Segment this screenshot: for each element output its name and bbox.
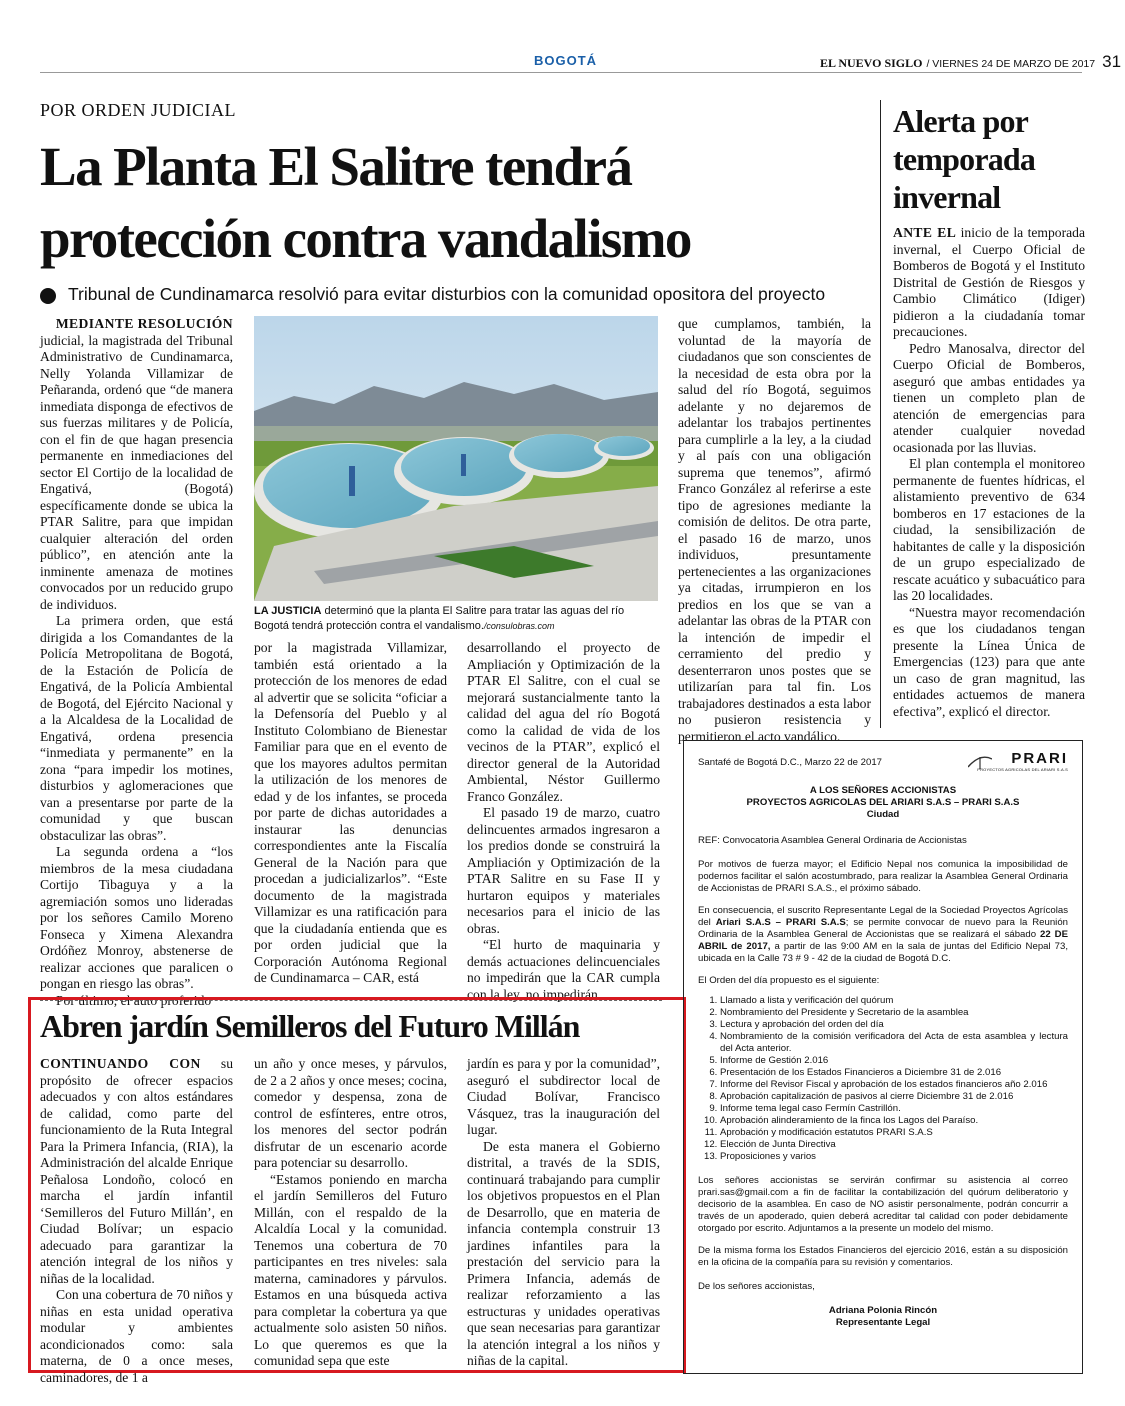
shareholder-notice <box>683 740 1083 1374</box>
text-run: a partir de las 9:00 AM en la sala de juntas del Edificio Nepal 73, ubicada en la Calle 73 # 9 - 42 de la ciudad de Bogotá D.C. <box>698 941 1069 964</box>
paragraph: su propósito de ofrecer espacios adecuados y con altos estándares de calidad, como parte del funcionamiento de la Ruta Integral Para la Primera Infancia, (RIA), la Administración del alcalde Enrique Peñalosa Londoño, colocó en marcha el jardín infantil ‘Semilleros del Futuro Millán’, en Ciudad Bolívar; un espacio adecuado para garantizar la atención integral de los niños y niñas de la localidad. <box>40 1056 233 1286</box>
issue-date: / VIERNES 24 DE MARZO DE 2017 <box>926 58 1096 70</box>
agenda-item: 1. Llamado a lista y verificación del quórum <box>720 995 1068 1007</box>
notice-ref: REF: Convocatoria Asamblea General Ordinaria de Accionistas <box>698 835 967 846</box>
text-run: En consecuencia, el suscrito Representante Legal de la Sociedad Proyectos Agrícolas del <box>698 905 1068 928</box>
lead-in: MEDIANTE RESOLUCIÓN <box>55 316 233 331</box>
agenda-item: 5. Informe de Gestión 2.016 <box>720 1055 1068 1067</box>
sidebar-title-line: temporada <box>893 141 1036 177</box>
main-column-1 <box>40 316 233 1009</box>
second-column-1 <box>40 1056 233 1386</box>
masthead <box>820 52 1121 72</box>
main-column-3 <box>467 640 660 1003</box>
header-rule <box>40 72 1082 73</box>
notice-closing: De los señores accionistas, <box>698 1281 815 1292</box>
lead-in: ANTE EL <box>893 225 957 240</box>
paragraph: “El hurto de maquinaria y demás actuaciones delincuenciales no impedirán que la CAR cumpla con la ley, no impedirán <box>467 937 660 1002</box>
plant-photo-illustration <box>254 316 658 601</box>
section-label: BOGOTÁ <box>534 53 598 68</box>
paragraph: Con una cobertura de 70 niños y niñas en esta unidad operativa modular y ambientes acondicionados como: sala materna, de 0 a once meses, caminadores, de 1 a <box>40 1287 233 1385</box>
logo-subtext: PROYECTOS AGRICOLAS DEL ARIARI S.A.S <box>977 767 1068 772</box>
notice-paragraph: Por motivos de fuerza mayor; el Edificio Nepal nos comunica la imposibilidad de podernos facilitar el salón acostumbrado, para realizar la Asamblea General Ordinaria de Accionistas de PRARI S.A.S., el próximo sábado. <box>698 859 1068 894</box>
paragraph: jardín es para y por la comunidad”, aseguró el subdirector local de Ciudad Bolívar, Francisco Vásquez, tras la inauguración del lugar. <box>467 1056 660 1137</box>
headline-line-1: La Planta El Salitre tendrá <box>40 136 632 197</box>
prari-logo <box>968 750 1068 772</box>
notice-addressee <box>698 785 1068 821</box>
paper-name: EL NUEVO SIGLO <box>820 56 923 70</box>
lead-in: CONTINUANDO CON <box>40 1056 201 1071</box>
sidebar-body <box>893 225 1085 720</box>
paragraph: que cumplamos, también, la voluntad de la mayoría de ciudadanos que son conscientes de la necesidad de esta obra por la salud del río Bogotá, seguimos adelante y no dejaremos de adelantar los trabajos pertinentes para cumplirle a la ley, a la ciudad y al país con una obligación suprema que tenemos”, afirmó Franco González al referirse a este tipo de agresiones mediante la comisión de delitos. De otra parte, el pasado 16 de marzo, unos individuos, presuntamente pertenecientes a las organizaciones ya citadas, irrumpieron en los predios en los que se van a adelantar las obras de la PTAR con la intención de impedir el cerramiento del predio y desenterraron unos postes que se utilizarían para tal fin. Los trabajadores destinados a esta labor no pusieron resistencia y permitieron el acto vandálico. <box>678 316 871 744</box>
logo-icon <box>968 753 992 769</box>
main-column-4 <box>678 316 871 745</box>
logo-text: PRARI <box>1011 750 1068 767</box>
agenda-item: 4. Nombramiento de la comisión verificadora del Acta de esta asamblea y lectura del Acta anterior. <box>720 1031 1068 1055</box>
text-run: Ariari S.A.S – PRARI S.A.S <box>715 917 846 928</box>
paragraph: inicio de la temporada invernal, el Cuerpo Oficial de Bomberos de Bogotá y el Instituto Distrital de Gestión de Riesgos y Cambio Climático (Idiger) pidieron a la ciudadanía tomar precauciones. <box>893 225 1085 339</box>
signer-name: Adriana Polonia Rincón <box>828 1305 938 1316</box>
paragraph: un año y once meses, y párvulos, de 2 a 2 años y once meses; cocina, comedor y despensa, zona de control de esfínteres, entre otros, los menores del sector podrán disfrutar de un escenario acorde para potenciar su desarrollo. <box>254 1056 447 1170</box>
subtitle-bullet-icon <box>40 288 56 304</box>
paragraph: La primera orden, que está dirigida a los Comandantes de la Policía Metropolitana de Bogotá, de la Estación de Policía de Engativá, de la Policía Ambiental de Bogotá, del Ejército Nacional y a la Alcaldesa de la Localidad de Engativá, ordena presencia “inmediata y permanente” en la zona “para impedir los motines, disturbios y aglomeraciones que van a presentarse por parte de la comunidad y que buscan obstaculizar las obras”. <box>40 613 233 843</box>
notice-paragraph <box>698 905 1068 965</box>
addressee-line: PROYECTOS AGRICOLAS DEL ARIARI S.A.S – PRARI S.A.S <box>746 797 1020 808</box>
agenda-item: 8. Aprobación capitalización de pasivos al cierre Diciembre 31 de 2.016 <box>720 1091 1068 1103</box>
notice-date: Santafé de Bogotá D.C., Marzo 22 de 2017 <box>698 757 883 768</box>
agenda-item: 7. Informe del Revisor Fiscal y aprobación de los estados financieros año 2.016 <box>720 1079 1068 1091</box>
photo-credit: /consulobras.com <box>483 621 555 631</box>
photo-water-treatment-plant <box>254 316 658 601</box>
text-run: ; se permite convocar de nuevo para la Reunión Ordinaria de la Asamblea General de Accionistas que se realizará el sábado <box>698 917 1068 940</box>
main-column-2 <box>254 640 447 987</box>
agenda-intro: El Orden del día propuesto es el siguiente: <box>698 975 880 986</box>
paragraph: El pasado 19 de marzo, cuatro delincuentes armados ingresaron a los predios donde se construirá la Ampliación y Optimización de la PTAR Salitre en su Fase II y hurtaron equipos y materiales necesarios para el inicio de las obras. <box>467 805 660 936</box>
page-number: 31 <box>1102 52 1122 71</box>
headline-line-2: protección contra vandalismo <box>40 208 691 269</box>
caption-text: determinó que la planta El Salitre para tratar las aguas del río Bogotá tendrá protección contra el vandalismo. <box>254 605 625 632</box>
agenda-list <box>698 995 1068 1163</box>
notice-paragraph: De la misma forma los Estados Financieros del ejercicio 2016, están a su disposición en la oficina de la compañía para su revisión y comentarios. <box>698 1245 1068 1268</box>
sidebar-title-line: invernal <box>893 179 1001 215</box>
paragraph: La segunda ordena a “los miembros de la mesa ciudadana Cortijo Tibaguya y a la agremiación somos uno lideradas por los señores Camilo Moreno Fonseca y Ximena Alexandra Ordóñez Monroy, abstenerse de realizar acciones que paralicen o pongan en riesgo las obras”. <box>40 844 233 991</box>
agenda-item: 12. Elección de Junta Directiva <box>720 1139 1068 1151</box>
agenda-item: 9. Informe tema legal caso Fermín Castrillón. <box>720 1103 1068 1115</box>
second-column-3 <box>467 1056 660 1370</box>
sidebar-title-line: Alerta por <box>893 103 1029 139</box>
agenda-item: 13. Proposiciones y varios <box>720 1151 1068 1163</box>
kicker: POR ORDEN JUDICIAL <box>40 100 237 120</box>
notice-signature <box>698 1305 1068 1329</box>
agenda-item: 6. Presentación de los Estados Financieros a Diciembre 31 de 2.016 <box>720 1067 1068 1079</box>
second-headline: Abren jardín Semilleros del Futuro Millán <box>40 1008 580 1044</box>
sidebar-title <box>893 102 1083 216</box>
signer-role: Representante Legal <box>835 1317 931 1328</box>
caption-lead: LA JUSTICIA <box>254 605 322 617</box>
paragraph: Pedro Manosalva, director del Cuerpo Oficial de Bomberos, aseguró que ambas entidades ya tienen un completo plan de atención de emergencias para atender cualquier novedad ocasionada por las lluvias. <box>893 340 1085 455</box>
paragraph: “Estamos poniendo en marcha el jardín Semilleros del Futuro Millán, con el respaldo de la Alcaldía Local y la comunidad. Tenemos una cobertura de 70 participantes en tres niveles: sala materna, caminadores y párvulos. Estamos en una búsqueda activa para completar la cobertura ya que actualmente solo asisten 50 niños. Lo que queremos es que la comunidad sepa que este <box>254 1171 447 1368</box>
subtitle: Tribunal de Cundinamarca resolvió para evitar disturbios con la comunidad opositora del proyecto <box>68 284 826 304</box>
addressee-line: A LOS SEÑORES ACCIONISTAS <box>809 785 957 796</box>
paragraph: “Nuestra mayor recomendación es que los ciudadanos tengan presente la Línea Única de Emergencias (123) para que ante un caso de gran magnitud, las entidades actuemos de manera efectiva”, explicó el director. <box>893 604 1085 719</box>
paragraph: De esta manera el Gobierno distrital, a través de la SDIS, continuará trabajando para cumplir los objetivos propuestos en el Plan de Desarrollo, que en materia de infancia contempla construir 13 jardines infantiles para la prestación del servicio para la Primera Infancia, además de realizar reforzamiento a las estructuras y unidades operativas que sean necesarias para garantizar la atención integral a los niños y niñas de la capital. <box>467 1138 660 1368</box>
photo-caption <box>254 604 658 634</box>
agenda-item: 10. Aprobación alinderamiento de la finca los Lagos del Paraíso. <box>720 1115 1068 1127</box>
paragraph: judicial, la magistrada del Tribunal Administrativo de Cundinamarca, Nelly Yolanda Villamizar de Peñaranda, ordenó que “de manera inmediata disponga de efectivos de sus fuerzas militares y de Policía, con el fin de que hagan presencia permanente en inmediaciones del sector El Cortijo de la localidad de Engativá, (Bogotá) específicamente donde se ubica la PTAR Salitre, para que impidan cualquier alteración del orden público”, en atención ante la inminente amenaza de motines convocados por un reducido grupo de individuos. <box>40 332 233 612</box>
story-top-rule <box>40 1000 662 1002</box>
agenda-item: 2. Nombramiento del Presidente y Secretario de la asamblea <box>720 1007 1068 1019</box>
text-run: 22 DE ABRIL de 2017, <box>698 929 1068 952</box>
addressee-line: Ciudad <box>866 809 900 820</box>
agenda-item: 11. Aprobación y modificación estatutos PRARI S.A.S <box>720 1127 1068 1139</box>
second-column-2 <box>254 1056 447 1370</box>
paragraph: por la magistrada Villamizar, también está orientado a la protección de los menores de edad al advertir que se solicita “oficiar a la Defensoría del Pueblo y al Instituto Colombiano de Bienestar Familiar para que en el evento de que los mayores adultos permitan la utilización de los menores de edad y de los infantes, se proceda por parte de dichas autoridades a instaurar las denuncias correspondientes ante la Fiscalía General de la Nación para que procedan a judicializarlos”. “Este documento de la magistrada Villamizar es una ratificación para que la ciudadanía entienda que es por orden judicial que la Corporación Autónoma Regional de Cundinamarca – CAR, está <box>254 640 447 985</box>
paragraph: El plan contempla el monitoreo permanente de fuentes hídricas, el alistamiento preventivo de 634 bomberos en 17 estaciones de la ciudad, la sensibilización de habitantes de calle y la disposición de un grupo especializado de rescate acuático y subacuático para las 20 localidades. <box>893 456 1085 603</box>
column-divider <box>880 100 881 728</box>
paragraph: desarrollando el proyecto de Ampliación y Optimización de la PTAR El Salitre, con el cual se mejorará sustancialmente tanto la calidad del agua del río Bogotá como la calidad de vida de los vecinos de la PTAR”, explicó el director general de la Autoridad Ambiental, Néstor Guillermo Franco González. <box>467 640 660 804</box>
notice-paragraph: Los señores accionistas se servirán confirmar su asistencia al correo prari.sas@gmail.com a fin de facilitar la contabilización del quórum deliberatorio y decisorio de la asamblea. En caso de NO asistir personalmente, podrán concurrir a través de un apoderado, quien deberá acreditar tal calidad con poder debidamente otorgado por escrito. Adjuntamos a la presente un modelo del mismo. <box>698 1175 1068 1234</box>
paragraph: Por último, el auto proferido <box>56 992 212 1008</box>
agenda-item: 3. Lectura y aprobación del orden del día <box>720 1019 1068 1031</box>
